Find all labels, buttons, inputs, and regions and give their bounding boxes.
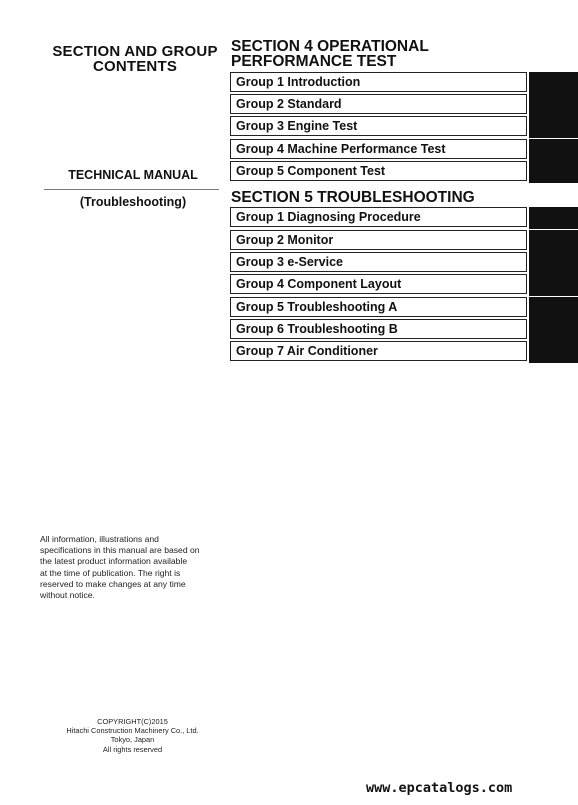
section4-index-tab-lower[interactable] bbox=[529, 139, 578, 183]
contents-title-line2: CONTENTS bbox=[92, 58, 178, 75]
notice-line: without notice. bbox=[40, 590, 95, 601]
copyright-line: Hitachi Construction Machinery Co., Ltd. bbox=[66, 726, 199, 736]
group-label: Group 2 Monitor bbox=[236, 233, 334, 247]
section4-group-1[interactable] bbox=[230, 72, 527, 92]
copyright-line: All rights reserved bbox=[102, 744, 163, 754]
group-label: Group 2 Standard bbox=[236, 97, 342, 111]
section5-group-3[interactable] bbox=[230, 252, 527, 272]
section4-heading bbox=[231, 39, 429, 69]
manual-subtitle: (Troubleshooting) bbox=[79, 195, 187, 209]
section5-group-4[interactable] bbox=[230, 274, 527, 294]
section4-heading-line1: SECTION 4 OPERATIONAL bbox=[231, 38, 429, 55]
section4-group-4[interactable] bbox=[230, 139, 527, 159]
section5-group-2[interactable] bbox=[230, 230, 527, 250]
section4-heading-line2: PERFORMANCE TEST bbox=[231, 53, 397, 70]
section4-index-tab[interactable] bbox=[529, 72, 578, 138]
section5-group-5[interactable] bbox=[230, 297, 527, 317]
group-label: Group 7 Air Conditioner bbox=[236, 344, 378, 358]
divider bbox=[44, 189, 219, 190]
group-label: Group 5 Component Test bbox=[236, 164, 386, 178]
group-label: Group 6 Troubleshooting B bbox=[236, 322, 398, 336]
section5-index-tab-1[interactable] bbox=[529, 207, 578, 229]
disclaimer-notice bbox=[40, 534, 220, 601]
contents-title-line1: SECTION AND GROUP bbox=[52, 43, 218, 60]
section5-index-tab-2[interactable] bbox=[529, 230, 578, 296]
watermark-url: www.epcatalogs.com bbox=[366, 780, 513, 796]
section4-group-3[interactable] bbox=[230, 116, 527, 136]
copyright-line: Tokyo, Japan bbox=[110, 735, 155, 745]
copyright-line: COPYRIGHT(C)2015 bbox=[97, 717, 168, 726]
section5-group-6[interactable] bbox=[230, 319, 527, 339]
section5-heading: SECTION 5 TROUBLESHOOTING bbox=[231, 189, 475, 206]
manual-type: TECHNICAL MANUAL bbox=[68, 168, 198, 182]
section5-index-tab-3[interactable] bbox=[529, 297, 578, 363]
notice-line: reserved to make changes at any time bbox=[40, 578, 186, 589]
copyright-block bbox=[40, 717, 225, 754]
group-label: Group 1 Introduction bbox=[236, 75, 361, 89]
group-label: Group 4 Machine Performance Test bbox=[236, 142, 446, 156]
notice-line: the latest product information available bbox=[40, 556, 188, 567]
group-label: Group 5 Troubleshooting A bbox=[236, 300, 398, 314]
notice-line: All information, illustrations and bbox=[40, 534, 159, 544]
section4-group-5[interactable] bbox=[230, 161, 527, 181]
contents-title bbox=[40, 44, 230, 74]
group-label: Group 3 Engine Test bbox=[236, 119, 358, 133]
group-label: Group 3 e-Service bbox=[236, 255, 343, 269]
notice-line: at the time of publication. The right is bbox=[40, 567, 181, 578]
group-label: Group 1 Diagnosing Procedure bbox=[236, 210, 421, 224]
section4-group-2[interactable] bbox=[230, 94, 527, 114]
group-label: Group 4 Component Layout bbox=[236, 277, 402, 291]
section5-group-7[interactable] bbox=[230, 341, 527, 361]
section5-group-1[interactable] bbox=[230, 207, 527, 227]
notice-line: specifications in this manual are based on bbox=[40, 545, 200, 556]
